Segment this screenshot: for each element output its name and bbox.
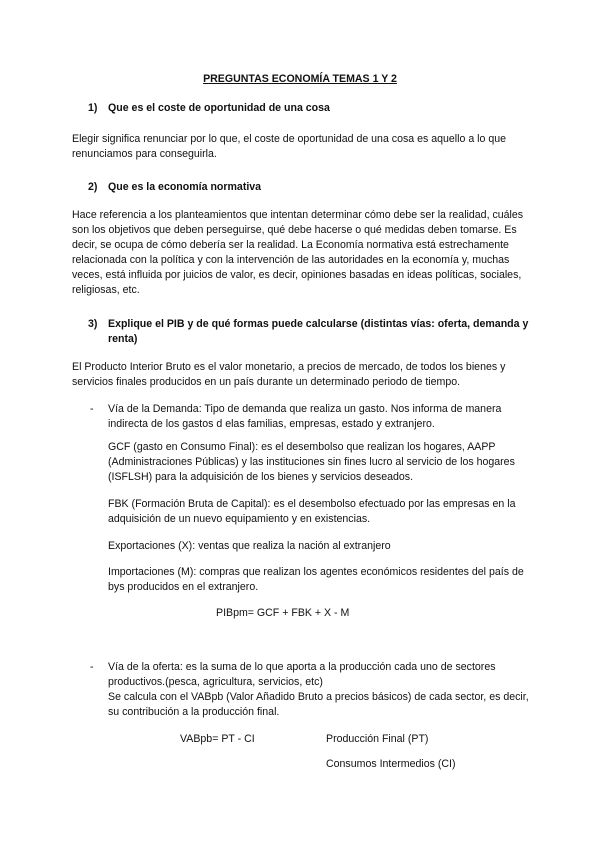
oferta-calc: Se calcula con el VABpb (Valor Añadido Bruto a precios básicos) de cada sector, es decir, su contribución a la producción final. (108, 691, 529, 718)
demanda-exportaciones: Exportaciones (X): ventas que realiza la nación al extranjero (108, 540, 391, 552)
bullet-marker-demanda: - (90, 403, 94, 415)
question-1-heading (90, 101, 530, 116)
question-2-number: 2) (88, 181, 98, 193)
question-3-text: Explique el PIB y de qué formas puede calcularse (distintas vías: oferta, demanda y renta) (108, 318, 529, 345)
demanda-gcf: GCF (gasto en Consumo Final): es el desembolso que realizan los hogares, AAPP (Administraciones Públicas) y las instituciones sin fines lucro al servicio de los hogares (ISFLSH) para la adquisición de los bienes y servicios deseados. (108, 441, 515, 483)
vab-formula: VABpb= PT - CI (180, 733, 255, 745)
question-1-number: 1) (88, 102, 98, 114)
pt-label: Producción Final (PT) (326, 733, 429, 745)
demanda-main: Vía de la Demanda: Tipo de demanda que realiza un gasto. Nos informa de manera indirecta de los gastos d elas familias, empresas, estado y extranjero. (108, 403, 502, 430)
demanda-fbk: FBK (Formación Bruta de Capital): es el desembolso efectuado por las empresas en la adquisición de un nuevo equipamiento y en existencias. (108, 498, 516, 525)
question-1-text: Que es el coste de oportunidad de una cosa (108, 102, 330, 114)
question-3-heading (90, 317, 530, 347)
question-2-text: Que es la economía normativa (108, 181, 262, 193)
ci-label: Consumos Intermedios (CI) (326, 758, 456, 770)
document-title: PREGUNTAS ECONOMÍA TEMAS 1 Y 2 (203, 73, 397, 85)
pib-formula: PIBpm= GCF + FBK + X - M (216, 607, 350, 619)
bullet-marker-oferta: - (90, 661, 94, 673)
oferta-main: Vía de la oferta: es la suma de lo que aporta a la producción cada uno de sectores productivos.(pesca, agricultura, servicios, etc) (108, 661, 496, 688)
question-2-answer: Hace referencia a los planteamientos que intentan determinar cómo debe ser la realidad, cuáles son los objetivos que deben perseguirse, qué debe hacerse o qué medidas deben tomarse. Es decir, se ocupa de cómo debería ser la realidad. La Economía normativa está estrechamente relacionada con la política y con la intervención de las autoridades en la economía y, muchas veces, está influida por juicios de valor, es decir, opiniones basadas en ideas políticas, sociales, religiosas, etc. (72, 209, 524, 296)
question-2-heading (90, 180, 530, 195)
question-1-answer: Elegir significa renunciar por lo que, el coste de oportunidad de una cosa es aquello a lo que renunciamos para conseguirla. (72, 133, 507, 160)
question-3-number: 3) (88, 318, 98, 330)
demanda-importaciones: Importaciones (M): compras que realizan los agentes económicos residentes del país de bys producidos en el extranjero. (108, 566, 524, 593)
question-3-intro: El Producto Interior Bruto es el valor monetario, a precios de mercado, de todos los bienes y servicios finales producidos en un país durante un determinado periodo de tiempo. (72, 361, 506, 388)
